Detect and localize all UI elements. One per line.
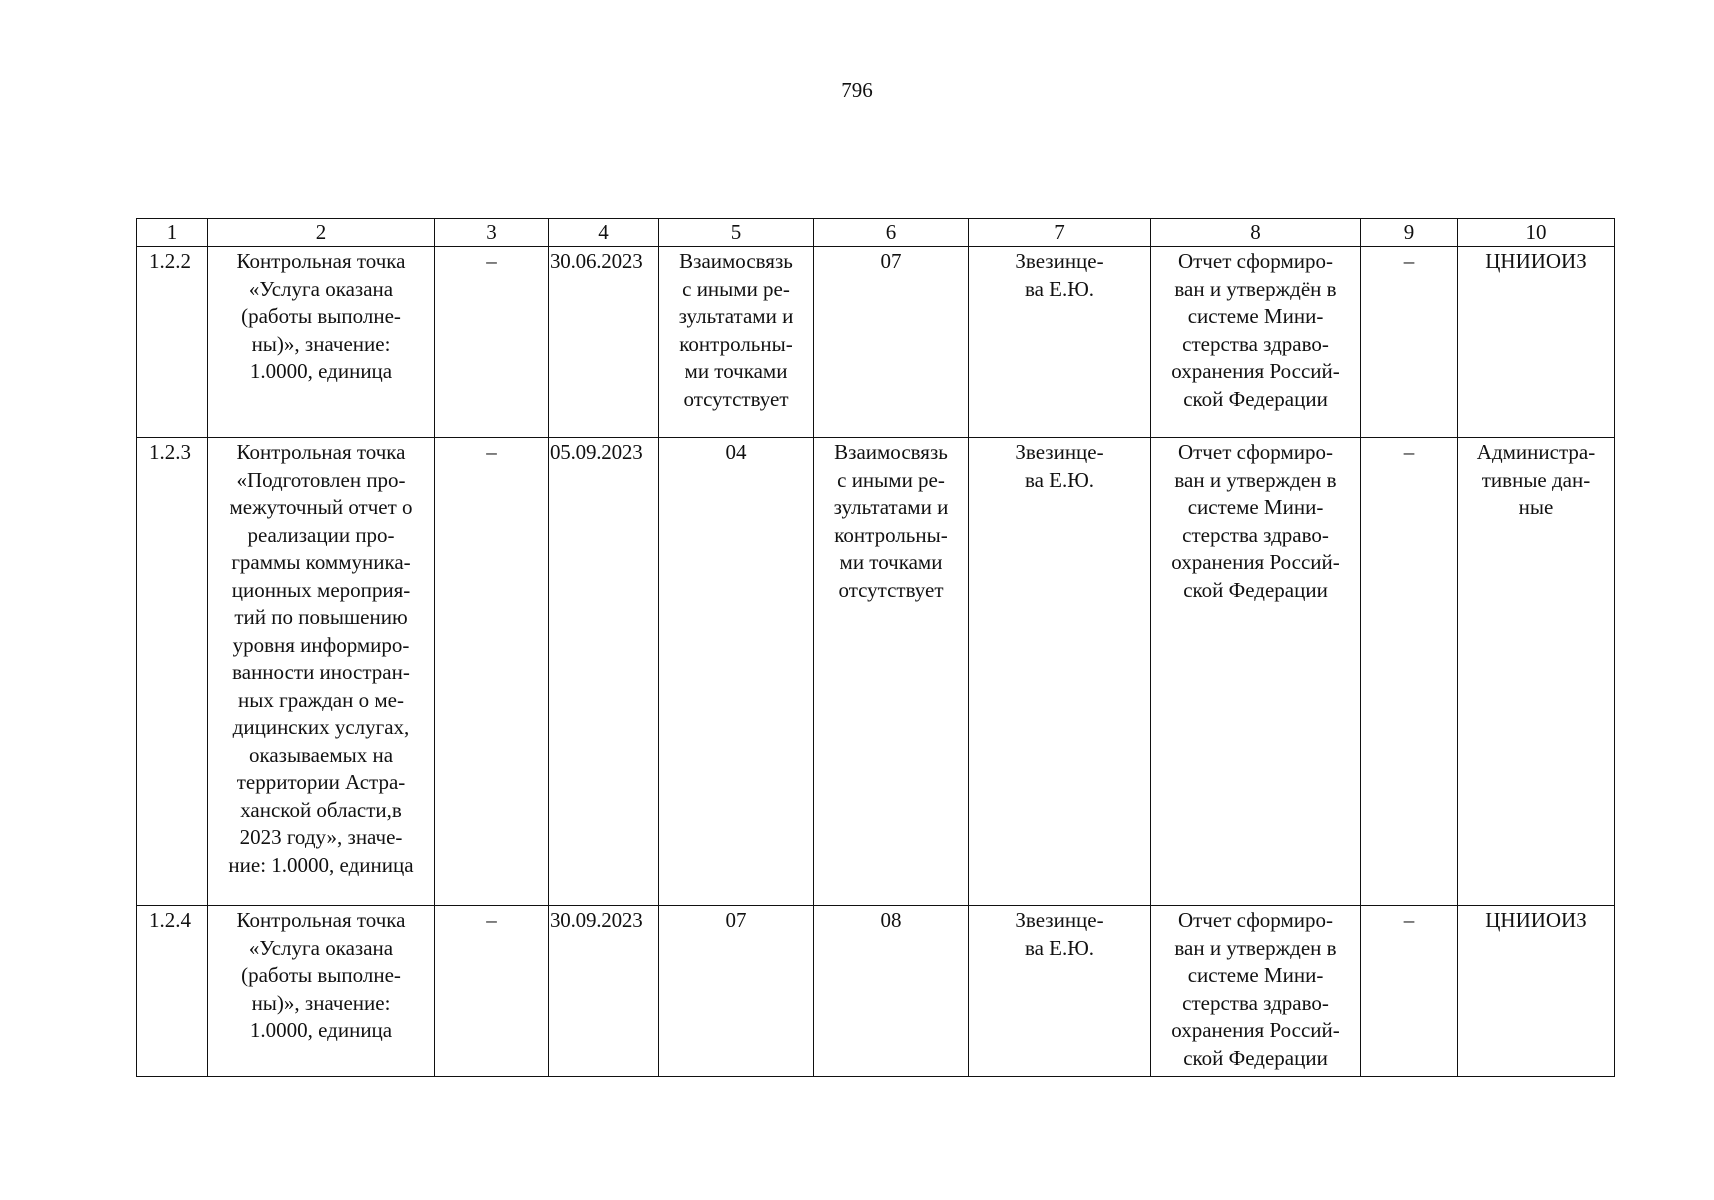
table-cell xyxy=(969,247,1151,438)
source-value: Администра- тивные дан- ные xyxy=(1476,440,1596,519)
column-header: 7 xyxy=(969,219,1151,247)
dash-value: – xyxy=(486,249,497,273)
dash-value: – xyxy=(1403,249,1415,273)
dash-value: – xyxy=(486,908,497,932)
code-value: 07 xyxy=(725,908,747,932)
relation-text: Взаимосвязь с иными ре- зультатами и контрольны- ми точками отсутствует xyxy=(833,440,949,602)
table-cell xyxy=(208,247,435,438)
table-cell xyxy=(435,438,549,906)
table-cell xyxy=(1361,438,1458,906)
code-value: 04 xyxy=(725,440,747,464)
dash-value: – xyxy=(486,440,497,464)
table-cell xyxy=(1361,906,1458,1077)
row-number: 1.2.4 xyxy=(149,908,191,932)
dash-value: – xyxy=(1403,440,1415,464)
report-status: Отчет сформиро- ван и утвержден в системе Мини- стерства здраво- охранения Россий- ской Федерации xyxy=(1171,440,1340,602)
column-header: 6 xyxy=(814,219,969,247)
table-cell xyxy=(814,247,969,438)
table-cell xyxy=(814,438,969,906)
control-point-description: Контрольная точка «Услуга оказана (работы выполне- ны)», значение: 1.0000, единица xyxy=(236,249,406,383)
column-header: 3 xyxy=(435,219,549,247)
column-header: 10 xyxy=(1458,219,1615,247)
column-header: 4 xyxy=(549,219,659,247)
table-cell xyxy=(1458,906,1615,1077)
table-cell xyxy=(137,906,208,1077)
table-cell xyxy=(435,906,549,1077)
table-cell xyxy=(1361,247,1458,438)
table-row xyxy=(137,906,1615,1077)
date-value: 05.09.2023 xyxy=(550,440,643,464)
table-cell xyxy=(435,247,549,438)
column-header: 5 xyxy=(659,219,814,247)
code-value: 07 xyxy=(880,249,902,273)
code-value: 08 xyxy=(880,908,902,932)
source-value: ЦНИИОИЗ xyxy=(1485,908,1587,932)
column-header: 2 xyxy=(208,219,435,247)
table-cell xyxy=(1151,906,1361,1077)
table-cell xyxy=(814,906,969,1077)
table-cell xyxy=(1458,247,1615,438)
table-cell xyxy=(549,906,659,1077)
table-cell xyxy=(208,438,435,906)
table-row xyxy=(137,438,1615,906)
table-cell xyxy=(549,438,659,906)
table-cell xyxy=(1151,438,1361,906)
control-points-table xyxy=(136,218,1615,1077)
responsible-person: Звезинце- ва Е.Ю. xyxy=(1015,249,1104,301)
table-cell xyxy=(549,247,659,438)
table-cell xyxy=(659,906,814,1077)
row-number: 1.2.2 xyxy=(149,249,191,273)
table-cell xyxy=(1458,438,1615,906)
column-header: 9 xyxy=(1361,219,1458,247)
report-status: Отчет сформиро- ван и утвержден в системе Мини- стерства здраво- охранения Россий- ской Федерации xyxy=(1171,908,1340,1070)
relation-text: Взаимосвязь с иными ре- зультатами и контрольны- ми точками отсутствует xyxy=(678,249,794,411)
table-cell xyxy=(969,438,1151,906)
table-cell xyxy=(137,438,208,906)
responsible-person: Звезинце- ва Е.Ю. xyxy=(1015,908,1104,960)
row-number: 1.2.3 xyxy=(149,440,191,464)
date-value: 30.06.2023 xyxy=(550,249,643,273)
source-value: ЦНИИОИЗ xyxy=(1485,249,1587,273)
responsible-person: Звезинце- ва Е.Ю. xyxy=(1015,440,1104,492)
table-cell xyxy=(1151,247,1361,438)
table-header-row xyxy=(137,219,1615,247)
dash-value: – xyxy=(1403,908,1415,932)
column-header: 1 xyxy=(137,219,208,247)
date-value: 30.09.2023 xyxy=(550,908,643,932)
table-cell xyxy=(137,247,208,438)
control-point-description: Контрольная точка «Подготовлен про- межуточный отчет о реализации про- граммы коммуника- ционных мероприя- тий по повышению уровня информиро- ванности иностран- ных граждан о ме- дицинских услугах, оказываемых на территории Астра- ханской области,в 2023 году», значе- ние: 1.0000, единица xyxy=(228,440,414,877)
table-cell xyxy=(659,247,814,438)
table-cell xyxy=(208,906,435,1077)
page-number: 796 xyxy=(841,78,873,102)
table-cell xyxy=(659,438,814,906)
table-row xyxy=(137,247,1615,438)
control-point-description: Контрольная точка «Услуга оказана (работы выполне- ны)», значение: 1.0000, единица xyxy=(236,908,406,1042)
table-cell xyxy=(969,906,1151,1077)
report-status: Отчет сформиро- ван и утверждён в системе Мини- стерства здраво- охранения Россий- ской Федерации xyxy=(1171,249,1340,411)
column-header: 8 xyxy=(1151,219,1361,247)
